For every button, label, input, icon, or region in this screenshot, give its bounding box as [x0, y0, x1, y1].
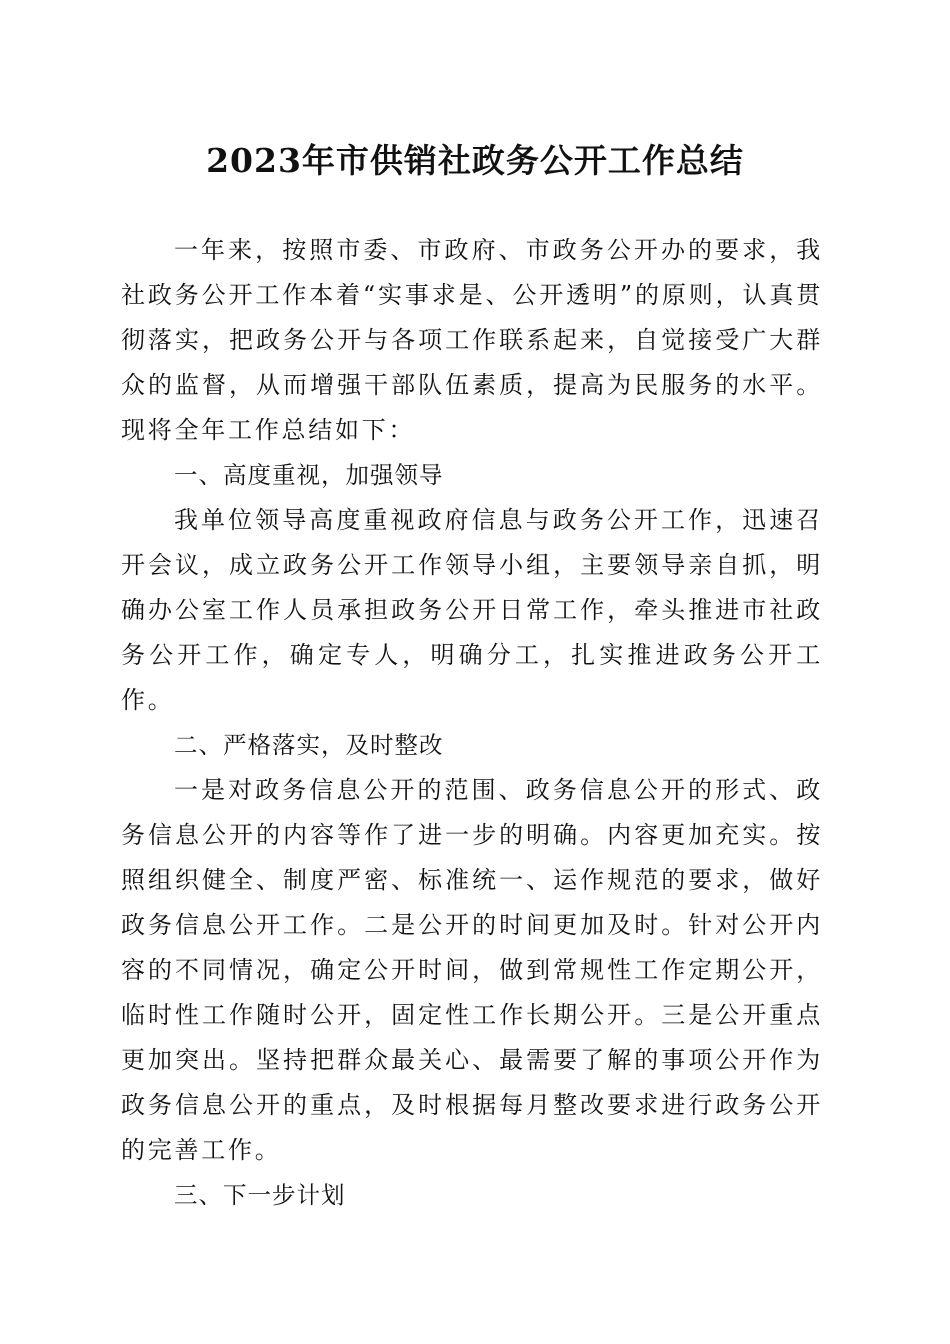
section-heading-3: 三、下一步计划	[174, 1181, 346, 1209]
document-title: 2023年市供销社政务公开工作总结	[206, 141, 744, 180]
section-heading-2: 二、严格落实，及时整改	[174, 731, 444, 759]
section-paragraph-1: 我单位领导高度重视政府信息与政务公开工作，迅速召开会议，成立政务公开工作领导小组，主要领导亲自抓，明确办公室工作人员承担政务公开日常工作，牵头推进市社政务公开工作，确定专人，明确分工，扎实推进政务公开工作。	[121, 506, 823, 714]
intro-paragraph: 一年来，按照市委、市政府、市政务公开办的要求，我社政务公开工作本着“实事求是、公开透明”的原则，认真贯彻落实，把政务公开与各项工作联系起来，自觉接受广大群众的监督，从而增强干部队伍素质，提高为民服务的水平。现将全年工作总结如下：	[121, 236, 823, 444]
section-heading-1: 一、高度重视，加强领导	[174, 461, 444, 489]
document-body	[121, 228, 823, 1218]
section-paragraph-2: 一是对政务信息公开的范围、政务信息公开的形式、政务信息公开的内容等作了进一步的明确。内容更加充实。按照组织健全、制度严密、标准统一、运作规范的要求，做好政务信息公开工作。二是公开的时间更加及时。针对公开内容的不同情况，确定公开时间，做到常规性工作定期公开，临时性工作随时公开，固定性工作长期公开。三是公开重点更加突出。坚持把群众最关心、最需要了解的事项公开作为政务信息公开的重点，及时根据每月整改要求进行政务公开的完善工作。	[121, 776, 823, 1164]
